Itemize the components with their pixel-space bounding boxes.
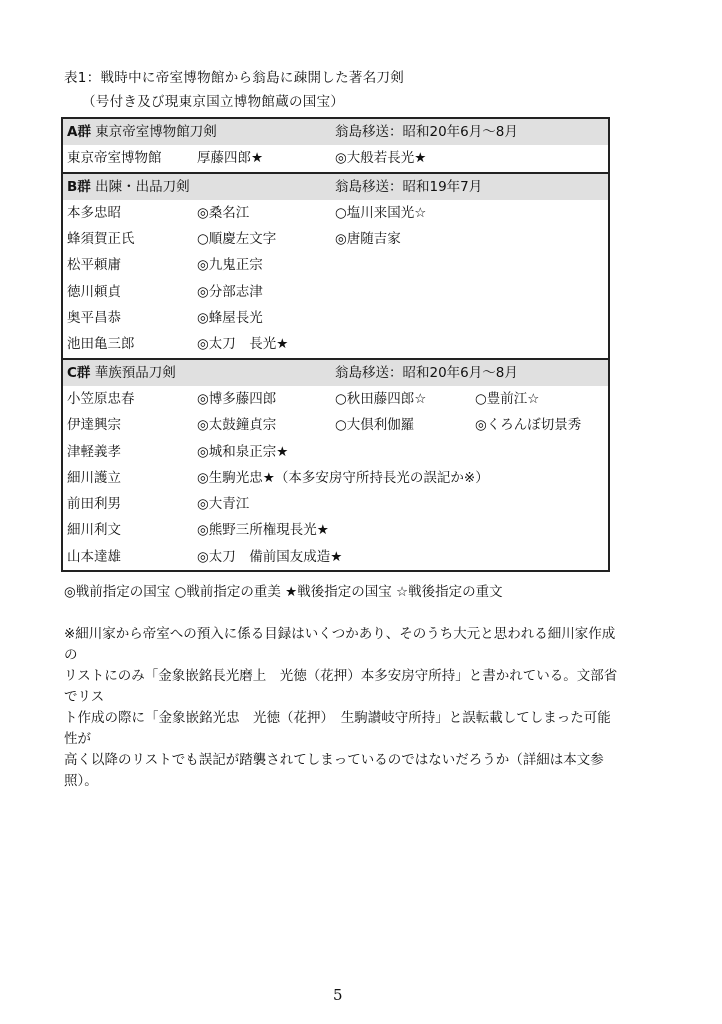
symbol-legend: ◎戦前指定の国宝 ○戦前指定の重美 ★戦後指定の国宝 ☆戦後指定の重文 — [64, 584, 503, 600]
owner-cell: 本多忠昭 — [67, 204, 121, 221]
table-row — [63, 252, 608, 278]
table-row — [63, 386, 608, 412]
footnote-line: リストにのみ「金象嵌銘長光磨上 光徳（花押）本多安房守所持」と書かれている。文部省でリス — [64, 668, 618, 705]
table-row — [63, 331, 608, 357]
group-transfer-date: 翁島移送：昭和20年6月～8月 — [335, 124, 518, 140]
sword-cell: ◎熊野三所権現長光★ — [197, 522, 329, 539]
group-id: C群 — [67, 364, 91, 381]
footnote-line: ※細川家から帝室への預入に係る目録はいくつかあり、そのうち大元と思われる細川家作成の — [64, 626, 616, 663]
sword-cell: ○塩川来国光☆ — [335, 204, 427, 221]
sword-cell: ◎桑名江 — [197, 204, 250, 221]
table-row — [63, 465, 608, 491]
table-row — [63, 544, 608, 570]
group-header-row — [63, 358, 608, 386]
sword-cell: ◎唐随吉家 — [335, 231, 401, 248]
owner-cell: 細川護立 — [67, 469, 121, 486]
group-id: B群 — [67, 178, 91, 195]
owner-cell: 小笠原忠春 — [67, 390, 135, 407]
caption-line-1: 表1：戦時中に帝室博物館から翁島に疎開した著名刀剣 — [64, 70, 405, 86]
sword-cell: ◎大般若長光★ — [335, 150, 427, 167]
owner-cell: 奥平昌恭 — [67, 310, 121, 327]
table-row — [63, 412, 608, 438]
sword-cell: ◎大青江 — [197, 496, 250, 513]
table-caption — [64, 66, 404, 114]
group-id: A群 — [67, 124, 91, 140]
table-row — [63, 439, 608, 465]
group-label — [67, 174, 190, 200]
sword-cell: 厚藤四郎★ — [197, 150, 264, 167]
group-transfer-date: 翁島移送：昭和20年6月～8月 — [335, 364, 518, 381]
owner-cell: 東京帝室博物館 — [67, 150, 162, 167]
sword-cell: ◎九鬼正宗 — [197, 257, 263, 274]
owner-cell: 津軽義孝 — [67, 443, 121, 460]
footnote-line: 高く以降のリストでも誤記が踏襲されてしまっているのではないだろうか（詳細は本文参照）。 — [64, 752, 604, 789]
group-name: 華族預品刀剣 — [94, 364, 176, 381]
footnote-line: ト作成の際に「金象嵌銘光忠 光徳（花押） 生駒讃岐守所持」と誤転載してしまった可能性が — [64, 710, 611, 747]
sword-cell: ◎太刀 長光★ — [197, 336, 289, 353]
owner-cell: 池田亀三郎 — [67, 336, 135, 353]
group-transfer-date: 翁島移送：昭和19年7月 — [335, 178, 483, 195]
owner-cell: 伊達興宗 — [67, 417, 121, 434]
table-row — [63, 279, 608, 305]
sword-cell: ○豊前江☆ — [475, 390, 540, 407]
group-header-row — [63, 119, 608, 145]
group-label — [67, 119, 217, 145]
sword-table — [61, 117, 610, 572]
owner-cell: 松平頼庸 — [67, 257, 121, 274]
owner-cell: 徳川頼貞 — [67, 283, 121, 300]
table-row — [63, 305, 608, 331]
sword-cell: ◎くろんぼ切景秀 — [475, 417, 582, 434]
sword-cell: ◎分部志津 — [197, 283, 263, 300]
owner-cell: 細川利文 — [67, 522, 121, 539]
group-name: 出陳・出品刀剣 — [95, 178, 190, 195]
table-row — [63, 145, 608, 171]
page-number: 5 — [333, 986, 343, 1004]
table-row — [63, 517, 608, 543]
sword-cell: ○順慶左文字 — [197, 231, 277, 248]
table-row — [63, 226, 608, 252]
group-header-row — [63, 172, 608, 200]
sword-cell: ◎生駒光忠★（本多安房守所持長光の誤記か※） — [197, 469, 489, 486]
owner-cell: 前田利男 — [67, 496, 121, 513]
sword-cell: ◎城和泉正宗★ — [197, 443, 289, 460]
owner-cell: 蜂須賀正氏 — [67, 231, 135, 248]
owner-cell: 山本達雄 — [67, 548, 121, 565]
sword-cell: ○秋田藤四郎☆ — [335, 390, 427, 407]
group-label — [67, 360, 176, 386]
table-row — [63, 200, 608, 226]
group-name: 東京帝室博物館刀剣 — [95, 124, 217, 140]
caption-line-2: （号付き及び現東京国立博物館蔵の国宝） — [82, 94, 345, 110]
sword-cell: ◎博多藤四郎 — [197, 390, 277, 407]
table-row — [63, 491, 608, 517]
sword-cell: ◎太刀 備前国友成造★ — [197, 548, 343, 565]
footnote — [64, 624, 624, 792]
sword-cell: ◎蜂屋長光 — [197, 310, 263, 327]
sword-cell: ◎太鼓鐘貞宗 — [197, 417, 277, 434]
sword-cell: ○大倶利伽羅 — [335, 417, 415, 434]
